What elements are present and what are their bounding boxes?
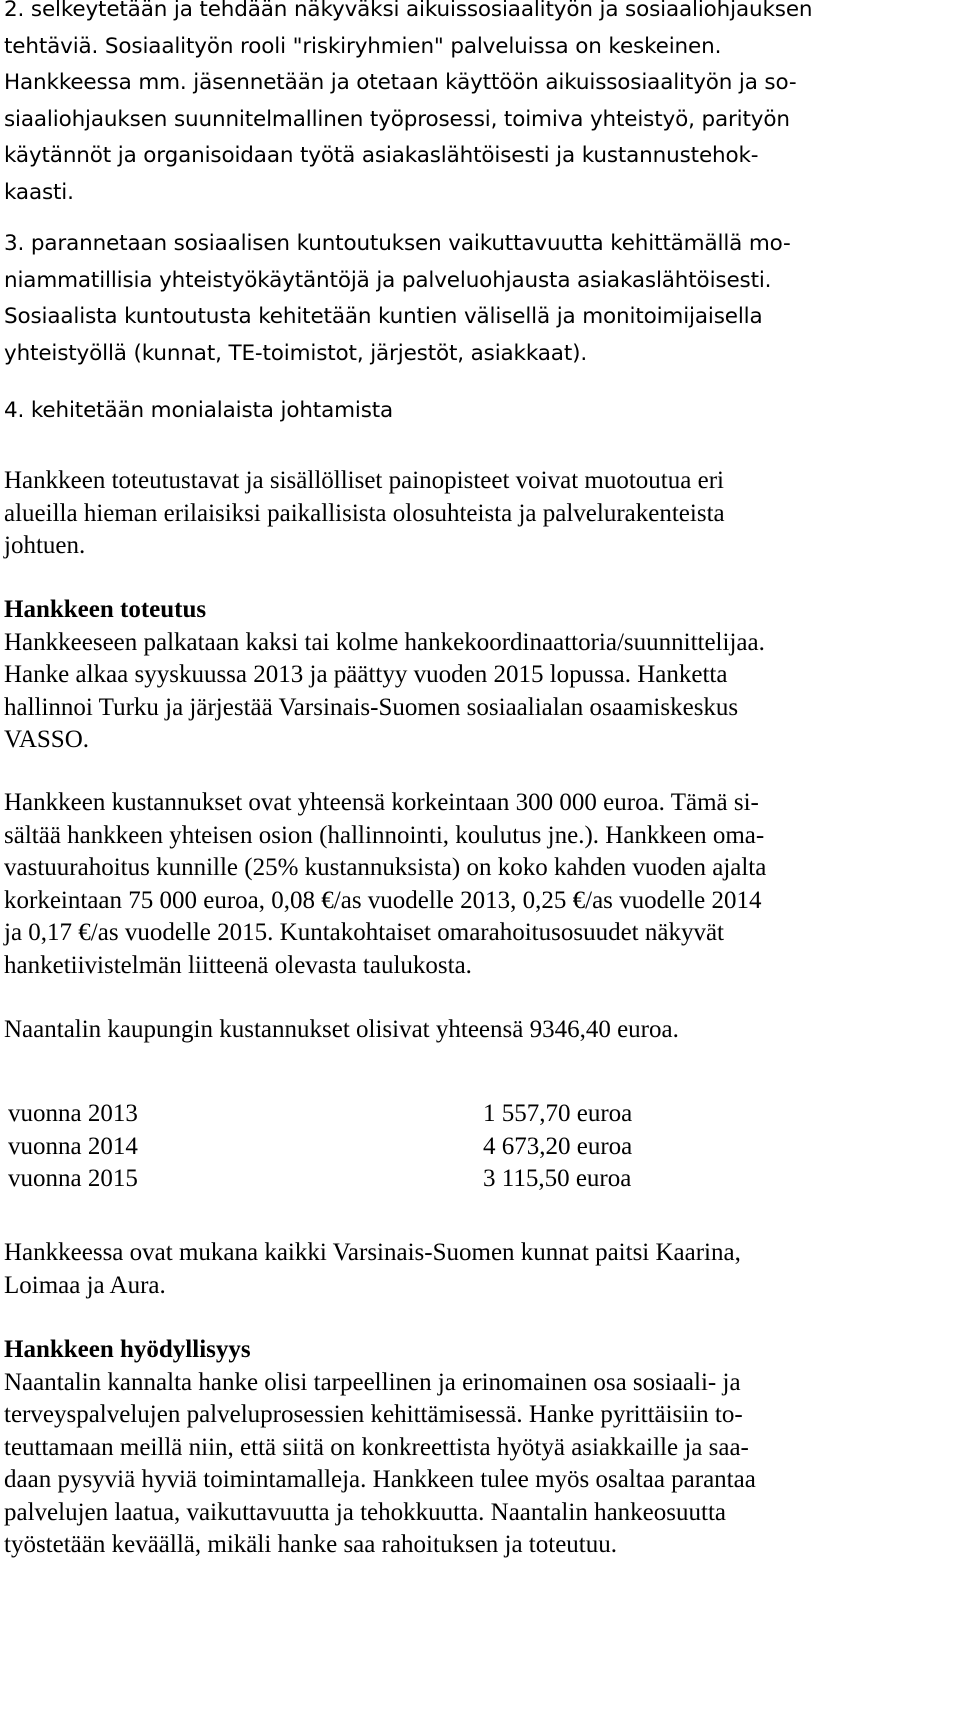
text-line: Hankkeen toteutustavat ja sisällölliset painopisteet voivat muotoutua eri <box>4 467 724 494</box>
year-cell: vuonna 2013 <box>8 1100 138 1127</box>
text-line: daan pysyviä hyviä toimintamalleja. Hankkeen tulee myös osaltaa parantaa <box>4 1466 756 1493</box>
section-hyodyllisyys <box>4 1334 954 1562</box>
table-row <box>4 1097 954 1130</box>
text-line: Naantalin kannalta hanke olisi tarpeellinen ja erinomainen osa sosiaali- ja <box>4 1368 741 1396</box>
list-item-4 <box>4 393 954 430</box>
text-line: käytännöt ja organisoidaan työtä asiakaslähtöisesti ja kustannustehok- <box>4 143 759 168</box>
year-cell: vuonna 2014 <box>8 1133 138 1160</box>
text-line: niammatillisia yhteistyökäytäntöjä ja palveluohjausta asiakaslähtöisesti. <box>4 267 772 293</box>
text-line: yhteistyöllä (kunnat, TE-toimistot, järjestöt, asiakkaat). <box>4 340 588 366</box>
participants-paragraph <box>4 1237 954 1302</box>
text-line: teuttamaan meillä niin, että siitä on konkreettista hyötyä asiakkaille ja saa- <box>4 1433 749 1461</box>
text-line: hallinnoi Turku ja järjestää Varsinais-Suomen sosiaalialan osaamiskeskus <box>4 693 739 721</box>
text-line: siaaliohjauksen suunnitelmallinen työprosessi, toimiva yhteistyö, parityön <box>4 106 790 132</box>
text-line: sältää hankkeen yhteisen osion (hallinnointi, koulutus jne.). Hankkeen oma- <box>4 821 765 849</box>
section-toteutus <box>4 594 954 757</box>
text-line: vastuurahoitus kunnille (25% kustannuksista) on koko kahden vuoden ajalta <box>4 854 767 881</box>
implementation-note <box>4 465 954 563</box>
text-line: Hankkeeseen palkataan kaksi tai kolme hankekoordinaattoria/suunnittelijaa. <box>4 628 765 656</box>
amount-cell: 1 557,70 euroa <box>483 1100 633 1127</box>
text-line: tehtäviä. Sosiaalityön rooli "riskiryhmien" palveluissa on keskeinen. <box>4 33 722 59</box>
text-line: Sosiaalista kuntoutusta kehitetään kuntien välisellä ja monitoimijaisella <box>4 304 763 329</box>
text-line: palvelujen laatua, vaikuttavuutta ja tehokkuutta. Naantalin hankeosuutta <box>4 1498 726 1526</box>
text-line: Hankkeessa mm. jäsennetään ja otetaan käyttöön aikuissosiaalityön ja so- <box>4 70 797 95</box>
table-row <box>4 1130 954 1163</box>
text-line: työstetään keväällä, mikäli hanke saa rahoituksen ja toteutuu. <box>4 1531 617 1558</box>
table-row <box>4 1162 954 1195</box>
text-line: korkeintaan 75 000 euroa, 0,08 €/as vuodelle 2013, 0,25 €/as vuodelle 2014 <box>4 886 762 914</box>
section-heading: Hankkeen toteutus <box>4 596 207 623</box>
text-line: Naantalin kaupungin kustannukset olisivat yhteensä 9346,40 euroa. <box>4 1016 679 1043</box>
text-line: 4. kehitetään monialaista johtamista <box>4 398 394 423</box>
text-line: hanketiivistelmän liitteenä olevasta taulukosta. <box>4 951 472 979</box>
text-line: terveyspalvelujen palveluprosessien kehittämisessä. Hanke pyrittäisiin to- <box>4 1401 743 1428</box>
text-line: VASSO. <box>4 726 89 753</box>
text-line: Hankkeen kustannukset ovat yhteensä korkeintaan 300 000 euroa. Tämä si- <box>4 789 759 816</box>
text-line: alueilla hieman erilaisiksi paikallisista olosuhteista ja palvelurakenteista <box>4 499 725 527</box>
text-line: 2. selkeytetään ja tehdään näkyväksi aikuissosiaalityön ja sosiaaliohjauksen <box>4 0 813 22</box>
amount-cell: 4 673,20 euroa <box>483 1133 633 1160</box>
text-line: Hanke alkaa syyskuussa 2013 ja päättyy vuoden 2015 lopussa. Hanketta <box>4 661 728 688</box>
list-item-2 <box>4 0 954 211</box>
text-line: ja 0,17 €/as vuodelle 2015. Kuntakohtaiset omarahoitusosuudet näkyvät <box>4 919 724 946</box>
naantali-total <box>4 1014 954 1047</box>
section-heading: Hankkeen hyödyllisyys <box>4 1336 251 1363</box>
text-line: kaasti. <box>4 179 74 205</box>
text-line: Loimaa ja Aura. <box>4 1271 166 1299</box>
costs-paragraph <box>4 787 954 982</box>
text-line: johtuen. <box>4 532 86 559</box>
text-line: Hankkeessa ovat mukana kaikki Varsinais-Suomen kunnat paitsi Kaarina, <box>4 1239 741 1266</box>
year-cell: vuonna 2015 <box>8 1165 138 1192</box>
text-line: 3. parannetaan sosiaalisen kuntoutuksen vaikuttavuutta kehittämällä mo- <box>4 231 791 256</box>
list-item-3 <box>4 226 954 372</box>
amount-cell: 3 115,50 euroa <box>483 1165 632 1192</box>
